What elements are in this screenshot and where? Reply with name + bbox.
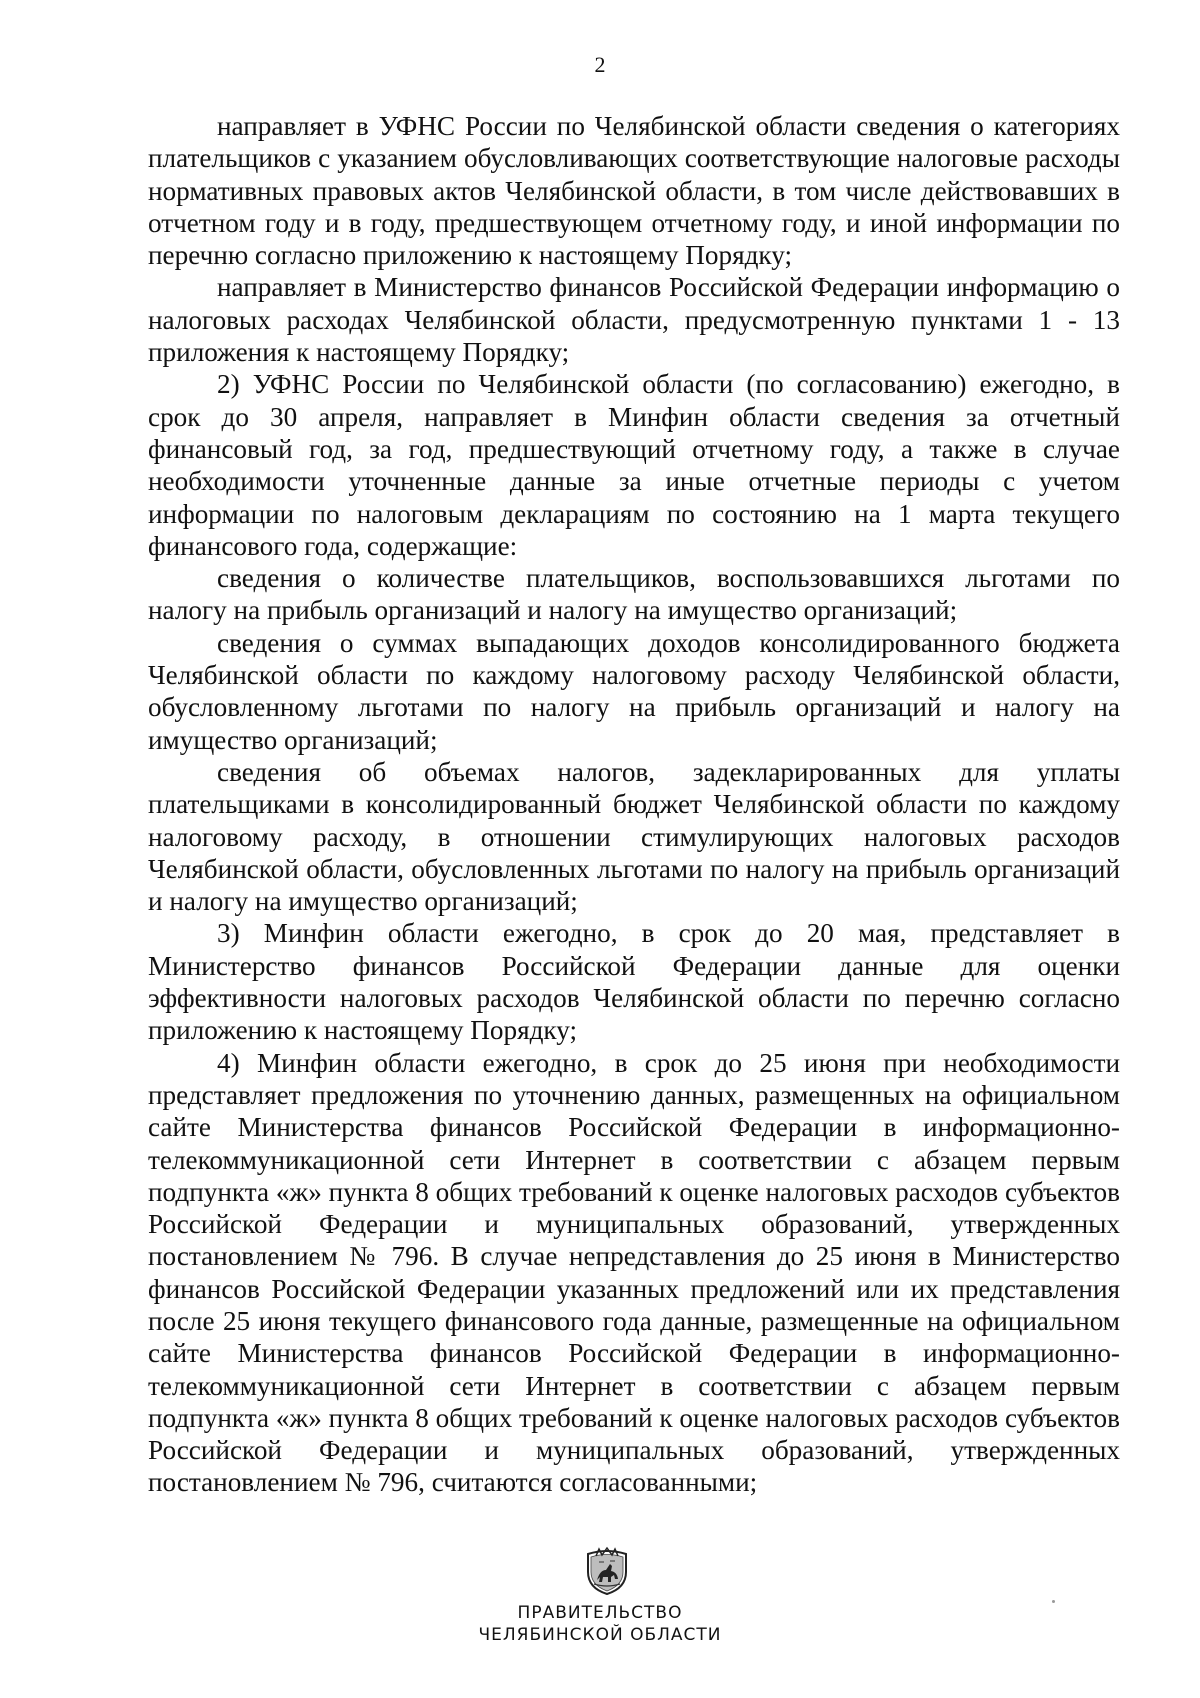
paragraph-7: 3) Минфин области ежегодно, в срок до 20 мая, представляет в Министерство финансов Российской Федерации данные для оценки эффективности налоговых расходов Челябинской области по перечню согласно приложению к настоящему Порядку; (148, 918, 1120, 1046)
paragraph-4: сведения о количестве плательщиков, воспользовавшихся льготами по налогу на прибыль организаций и налогу на имущество организаций; (148, 563, 1120, 626)
footer-line-government: ПРАВИТЕЛЬСТВО (517, 1603, 683, 1623)
paragraph-6: сведения об объемах налогов, задекларированных для уплаты плательщиками в консолидированный бюджет Челябинской области по каждому налоговому расходу, в отношении стимулирующих налоговых расходов Челябинской области, обусловленных льготами по налогу на прибыль организаций и налогу на имущество организаций; (148, 756, 1120, 917)
paragraph-3: 2) УФНС России по Челябинской области (по согласованию) ежегодно, в срок до 30 апреля, направляет в Минфин области сведения за отчетный финансовый год, за год, предшествующий отчетному году, а также в случае необходимости уточненные данные за иные отчетные периоды с учетом информации по налоговым декларациям по состоянию на 1 марта текущего финансового года, содержащие: (148, 369, 1120, 561)
paragraph-5: сведения о суммах выпадающих доходов консолидированного бюджета Челябинской области по каждому налоговому расходу Челябинской области, обусловленному льготами по налогу на прибыль организаций и налогу на имущество организаций; (148, 627, 1120, 755)
document-body (148, 110, 1120, 1499)
page-number: 2 (594, 52, 606, 77)
coat-of-arms-icon (584, 1546, 630, 1596)
paragraph-8: 4) Минфин области ежегодно, в срок до 25 июня при необходимости представляет предложения по уточнению данных, размещенных на официальном сайте Министерства финансов Российской Федерации в информационно-телекоммуникационной сети Интернет в соответствии с абзацем первым подпункта «ж» пункта 8 общих требований к оценке налоговых расходов субъектов Российской Федерации и муниципальных образований, утвержденных постановлением № 796. В случае непредставления до 25 июня в Министерство финансов Российской Федерации указанных предложений или их представления после 25 июня текущего финансового года данные, размещенные на официальном сайте Министерства финансов Российской Федерации в информационно-телекоммуникационной сети Интернет в соответствии с абзацем первым подпункта «ж» пункта 8 общих требований к оценке налоговых расходов субъектов Российской Федерации и муниципальных образований, утвержденных постановлением № 796, считаются согласованными; (148, 1047, 1120, 1498)
paragraph-2: направляет в Министерство финансов Российской Федерации информацию о налоговых расходах Челябинской области, предусмотренную пунктами 1 - 13 приложения к настоящему Порядку; (148, 272, 1120, 368)
footer-line-region: ЧЕЛЯБИНСКОЙ ОБЛАСТИ (478, 1625, 722, 1645)
paragraph-1: направляет в УФНС России по Челябинской области сведения о категориях плательщиков с указанием обусловливающих соответствующие налоговые расходы нормативных правовых актов Челябинской области, в том числе действовавших в отчетном году и в году, предшествующем отчетному году, и иной информации по перечню согласно приложению к настоящему Порядку; (148, 111, 1120, 271)
scan-speck (1052, 1600, 1055, 1603)
organization-footer (0, 1602, 1200, 1646)
